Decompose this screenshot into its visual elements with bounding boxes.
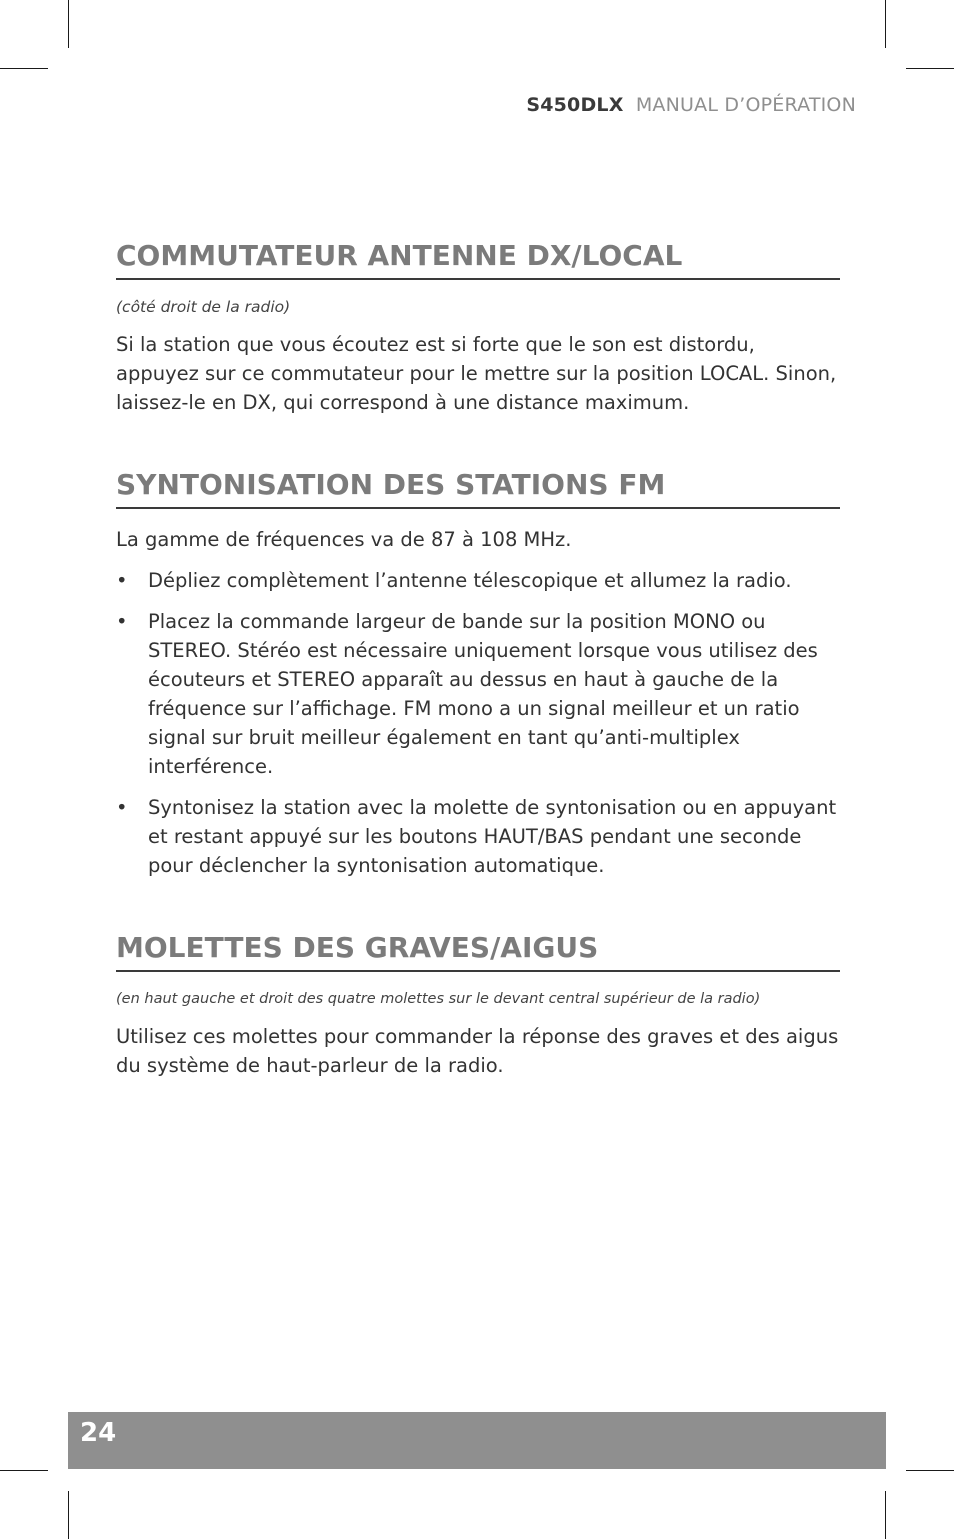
- page-content: [116, 236, 840, 1080]
- bullet-icon: •: [116, 796, 128, 819]
- page-number: 24: [80, 1418, 117, 1448]
- crop-mark: [906, 1470, 954, 1471]
- list-item: [116, 607, 840, 781]
- section-bass-treble: [116, 928, 840, 1080]
- bullet-icon: •: [116, 569, 128, 592]
- section-paragraph: Utilisez ces molettes pour commander la réponse des graves et des aigus du système de haut-parleur de la radio.: [116, 1025, 839, 1077]
- section-heading: COMMUTATEUR ANTENNE DX/LOCAL: [116, 236, 840, 280]
- crop-mark: [0, 1470, 48, 1471]
- crop-mark: [885, 1491, 886, 1539]
- section-dx-local: [116, 236, 840, 417]
- list-item-text: Placez la commande largeur de bande sur la position MONO ou STEREO. Stéréo est nécessaire uniquement lorsque vous utilisez des écouteurs et STEREO apparaît au dessus en haut à gauche de la fréquence sur l’affichage. FM mono a un signal meilleur et un ratio signal sur bruit meilleur également en tant qu’anti-multiplex interférence.: [148, 610, 818, 778]
- crop-mark: [906, 68, 954, 69]
- list-item: [116, 793, 840, 880]
- crop-mark: [68, 1491, 69, 1539]
- bullet-icon: •: [116, 610, 128, 633]
- section-paragraph: La gamme de fréquences va de 87 à 108 MHz.: [116, 528, 572, 551]
- running-header: [526, 94, 856, 116]
- section-heading: SYNTONISATION DES STATIONS FM: [116, 465, 840, 509]
- section-fm-tuning: [116, 465, 840, 880]
- section-heading: MOLETTES DES GRAVES/AIGUS: [116, 928, 840, 972]
- section-paragraph: Si la station que vous écoutez est si forte que le son est distordu, appuyez sur ce commutateur pour le mettre sur la position LOCAL. Sinon, laissez-le en DX, qui correspond à une distance maximum.: [116, 333, 837, 414]
- manual-title: MANUAL D’OPÉRATION: [635, 94, 856, 116]
- list-item-text: Syntonisez la station avec la molette de syntonisation ou en appuyant et restant appuyé sur les boutons HAUT/BAS pendant une seconde pour déclencher la syntonisation automatique.: [148, 796, 837, 877]
- crop-mark: [0, 68, 48, 69]
- section-note: (en haut gauche et droit des quatre molettes sur le devant central supérieur de la radio): [116, 991, 761, 1007]
- crop-mark: [885, 0, 886, 48]
- list-item: [116, 566, 840, 595]
- section-note: (côté droit de la radio): [116, 298, 291, 316]
- bullet-list: [116, 566, 840, 880]
- footer-bar: [68, 1412, 886, 1469]
- crop-mark: [68, 0, 69, 48]
- list-item-text: Dépliez complètement l’antenne télescopique et allumez la radio.: [148, 569, 792, 592]
- model-name: S450DLX: [526, 94, 624, 116]
